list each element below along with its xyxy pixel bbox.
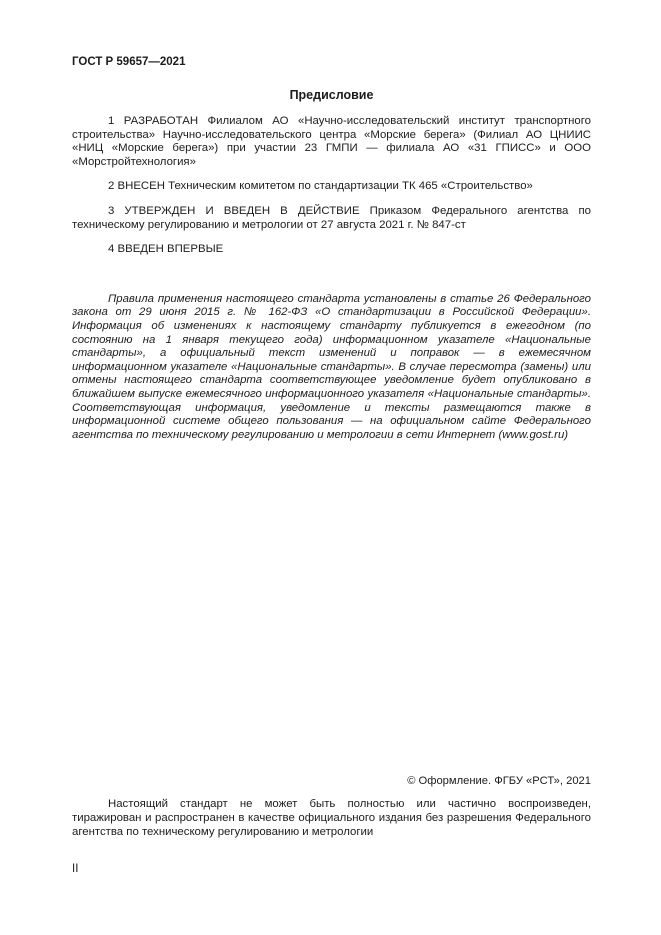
document-code: ГОСТ Р 59657—2021: [72, 56, 186, 68]
page-number: II: [72, 863, 79, 875]
page-content: [72, 55, 591, 442]
reproduction-restriction-note: Настоящий стандарт не может быть полностью или частично воспроизведен, тиражирован и распространен в качестве официального издания без разрешения Федерального агентства по техническому регулированию и метрологии: [72, 798, 591, 838]
foreword-item-4: 4 ВВЕДЕН ВПЕРВЫЕ: [108, 243, 224, 256]
section-title: Предисловие: [289, 88, 374, 102]
foreword-item-2: 2 ВНЕСЕН Техническим комитетом по стандартизации ТК 465 «Строительство»: [108, 180, 533, 193]
foreword-item-3: 3 УТВЕРЖДЕН И ВВЕДЕН В ДЕЙСТВИЕ Приказом Федерального агентства по техническому регулированию и метрологии от 27 августа 2021 г. № 847-ст: [72, 204, 591, 231]
foreword-item-1: 1 РАЗРАБОТАН Филиалом АО «Научно-исследовательский институт транспортного строительства» Научно-исследовательского центра «Морские берега» (Филиал АО ЦНИИС «НИЦ «Морские берега») при участии 23 ГМПИ — филиала АО «31 ГПИСС» и ООО «Морстройтехнология»: [72, 115, 591, 168]
legal-application-note: Правила применения настоящего стандарта установлены в статье 26 Федерального закона от 29 июня 2015 г. № 162-ФЗ «О стандартизации в Российской Федерации». Информация об изменениях к настоящему стандарту публикуется в ежегодном (по состоянию на 1 января текущего года) информационном указателе «Национальные стандарты», а официальный текст изменений и поправок — в ежемесячном информационном указателе «Национальные стандарты». В случае пересмотра (замены) или отмены настоящего стандарта соответствующее уведомление будет опубликовано в ближайшем выпуске ежемесячного информационного указателя «Национальные стандарты». Соответствующая информация, уведомление и тексты размещаются также в информационной системе общего пользования — на официальном сайте Федерального агентства по техническому регулированию и метрологии в сети Интернет (www.gost.ru): [72, 292, 591, 441]
copyright-line: © Оформление. ФГБУ «РСТ», 2021: [407, 775, 591, 787]
